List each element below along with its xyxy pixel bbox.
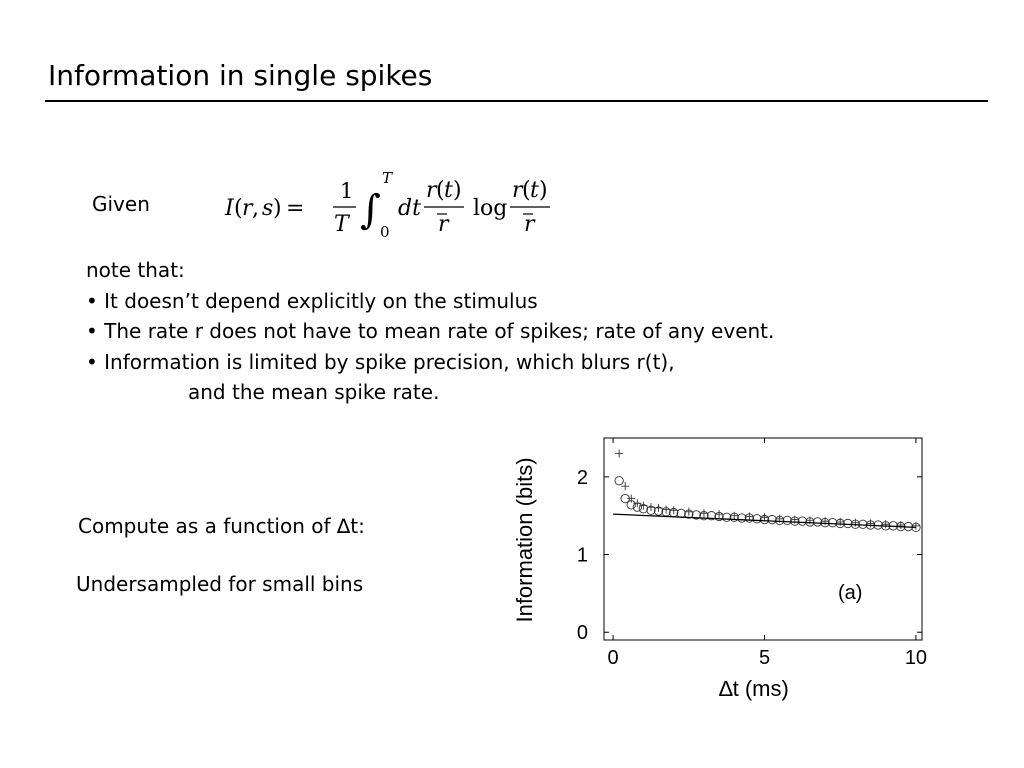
- svg-text:1: 1: [340, 179, 354, 203]
- y-tick-label: 1: [576, 544, 588, 567]
- data-point-plus: [685, 508, 693, 516]
- information-formula: [220, 165, 620, 245]
- svg-text:r: r: [512, 178, 523, 203]
- x-tick-label: 0: [607, 647, 619, 669]
- data-point-plus: [715, 510, 723, 518]
- svg-text:=: =: [286, 196, 305, 221]
- svg-text:,: ,: [252, 196, 259, 221]
- data-point-circle: [615, 477, 623, 485]
- data-point-plus: [655, 504, 663, 512]
- svg-text:): ): [273, 196, 282, 221]
- data-point-plus: [882, 520, 890, 528]
- data-point-plus: [912, 522, 920, 530]
- svg-text:(: (: [436, 178, 445, 203]
- data-point-circle: [677, 509, 685, 517]
- data-point-plus: [670, 506, 678, 514]
- data-point-plus: [745, 512, 753, 520]
- undersampled-text: Undersampled for small bins: [76, 572, 364, 596]
- notes-heading: note that:: [86, 258, 185, 282]
- data-point-plus: [867, 519, 875, 527]
- svg-text:s: s: [262, 196, 274, 221]
- svg-text:r: r: [426, 178, 437, 203]
- data-point-circle: [753, 515, 761, 523]
- plot-frame: [604, 438, 922, 640]
- data-point-plus: [615, 450, 623, 458]
- svg-text:(: (: [522, 178, 531, 203]
- svg-text:T: T: [382, 169, 393, 187]
- svg-text:T: T: [334, 212, 349, 237]
- panel-annotation: (a): [838, 582, 863, 604]
- svg-text:r: r: [242, 196, 253, 221]
- svg-text:dt: dt: [398, 196, 421, 221]
- compute-text: Compute as a function of ∆t:: [78, 514, 365, 538]
- note-bullet: • Information is limited by spike precision, which blurs r(t),: [86, 349, 675, 374]
- y-axis-label: Information (bits): [512, 457, 537, 623]
- data-point-plus: [730, 512, 738, 520]
- notes-block: [86, 255, 774, 408]
- svg-text:r: r: [438, 212, 449, 237]
- x-tick-label: 5: [758, 647, 771, 669]
- data-point-plus: [897, 521, 905, 529]
- x-axis-label: ∆t (ms): [719, 676, 789, 701]
- svg-text:log: log: [473, 196, 508, 221]
- title-divider: [45, 100, 988, 102]
- note-bullet: • It doesn’t depend explicitly on the stimulus: [86, 288, 538, 313]
- data-point-plus: [851, 519, 859, 527]
- data-point-plus: [647, 503, 655, 511]
- svg-text:t: t: [530, 178, 539, 203]
- data-point-plus: [662, 505, 670, 513]
- svg-text:r: r: [524, 212, 535, 237]
- note-bullet: • The rate r does not have to mean rate of spikes; rate of any event.: [86, 319, 775, 343]
- svg-text:t: t: [444, 178, 453, 203]
- given-label: Given: [92, 192, 150, 216]
- svg-text:): ): [539, 178, 548, 203]
- data-point-plus: [639, 502, 647, 510]
- svg-text:I: I: [225, 196, 234, 221]
- y-tick-label: 2: [576, 466, 588, 489]
- svg-text:0: 0: [380, 223, 390, 241]
- slide-title: Information in single spikes: [48, 59, 433, 92]
- note-continuation: and the mean spike rate.: [188, 380, 440, 404]
- data-point-plus: [700, 509, 708, 517]
- svg-text:(: (: [234, 196, 243, 221]
- svg-text:∫: ∫: [360, 187, 381, 233]
- svg-text:): ): [453, 178, 462, 203]
- y-tick-label: 0: [576, 622, 588, 645]
- x-tick-label: 10: [904, 647, 928, 669]
- information-vs-dt-chart: [500, 430, 928, 710]
